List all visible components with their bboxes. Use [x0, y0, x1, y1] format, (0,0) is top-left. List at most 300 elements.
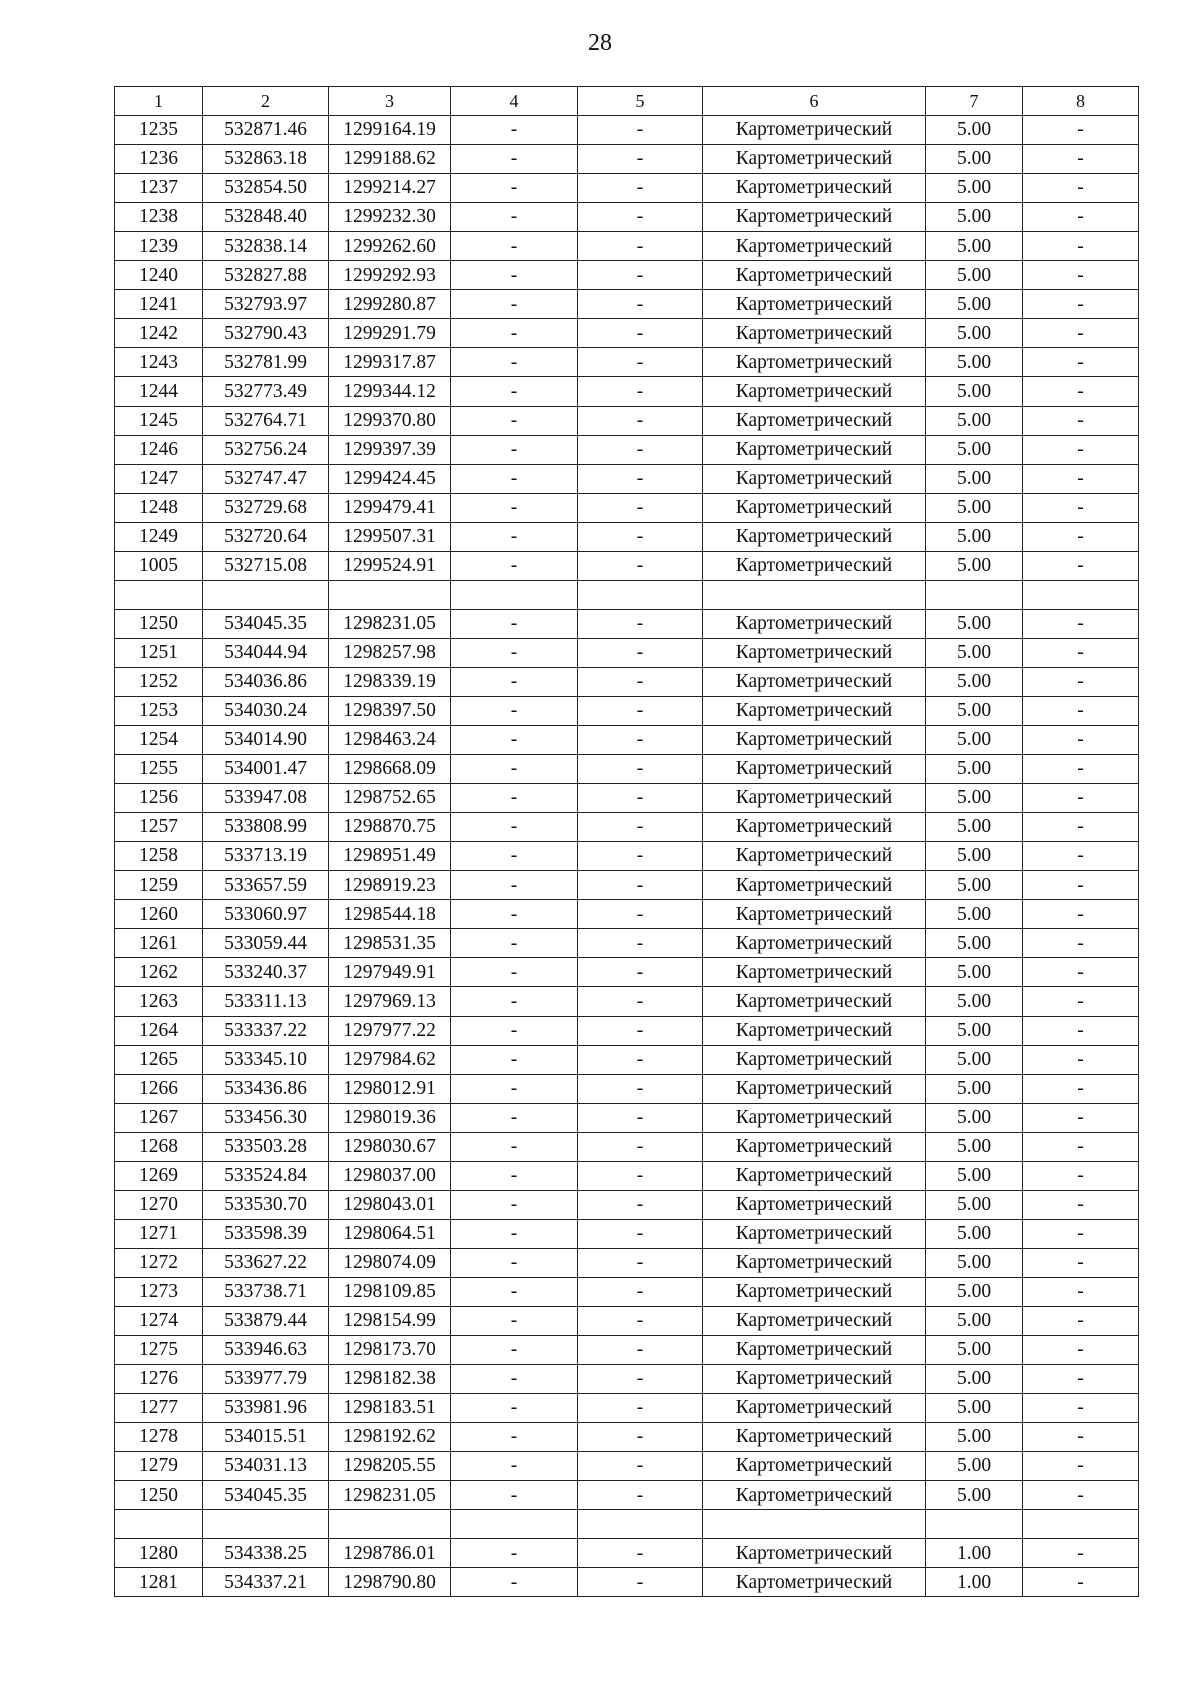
method-cell: Картометрический: [703, 813, 926, 842]
x-coordinate-cell: 534031.13: [203, 1452, 329, 1481]
method-cell: Картометрический: [703, 348, 926, 377]
col4-cell: -: [451, 1365, 578, 1394]
x-coordinate-cell: 534030.24: [203, 696, 329, 725]
method-cell: Картометрический: [703, 784, 926, 813]
y-coordinate-cell: 1298064.51: [329, 1219, 451, 1248]
point-number-cell: 1256: [115, 784, 203, 813]
method-cell: Картометрический: [703, 1277, 926, 1306]
accuracy-cell: 5.00: [926, 551, 1023, 580]
table-row: [115, 1394, 1139, 1423]
point-number-cell: 1243: [115, 348, 203, 377]
y-coordinate-cell: 1298182.38: [329, 1365, 451, 1394]
col5-cell: -: [578, 1161, 703, 1190]
col5-cell: -: [578, 958, 703, 987]
column-header: 2: [203, 87, 329, 116]
col5-cell: [578, 1510, 703, 1539]
col5-cell: -: [578, 1423, 703, 1452]
method-cell: Картометрический: [703, 406, 926, 435]
col5-cell: -: [578, 435, 703, 464]
col5-cell: -: [578, 464, 703, 493]
point-number-cell: 1239: [115, 232, 203, 261]
accuracy-cell: 5.00: [926, 116, 1023, 145]
column-header: 6: [703, 87, 926, 116]
y-coordinate-cell: 1297949.91: [329, 958, 451, 987]
x-coordinate-cell: 532793.97: [203, 290, 329, 319]
table-row: [115, 319, 1139, 348]
y-coordinate-cell: 1299344.12: [329, 377, 451, 406]
col4-cell: -: [451, 377, 578, 406]
x-coordinate-cell: 534044.94: [203, 638, 329, 667]
x-coordinate-cell: 533524.84: [203, 1161, 329, 1190]
accuracy-cell: 5.00: [926, 1336, 1023, 1365]
x-coordinate-cell: 532827.88: [203, 261, 329, 290]
col4-cell: -: [451, 464, 578, 493]
col5-cell: -: [578, 319, 703, 348]
table-row: [115, 784, 1139, 813]
col4-cell: -: [451, 1277, 578, 1306]
col8-cell: -: [1023, 145, 1139, 174]
y-coordinate-cell: 1298043.01: [329, 1190, 451, 1219]
col5-cell: -: [578, 493, 703, 522]
table-row: [115, 1074, 1139, 1103]
point-number-cell: 1264: [115, 1016, 203, 1045]
col5-cell: -: [578, 987, 703, 1016]
table-row: [115, 493, 1139, 522]
col4-cell: -: [451, 348, 578, 377]
col4-cell: -: [451, 1568, 578, 1597]
point-number-cell: 1258: [115, 842, 203, 871]
col8-cell: [1023, 580, 1139, 609]
column-header: 1: [115, 87, 203, 116]
method-cell: Картометрический: [703, 667, 926, 696]
table-row: [115, 464, 1139, 493]
y-coordinate-cell: 1297969.13: [329, 987, 451, 1016]
point-number-cell: 1248: [115, 493, 203, 522]
x-coordinate-cell: 532715.08: [203, 551, 329, 580]
method-cell: Картометрический: [703, 174, 926, 203]
y-coordinate-cell: 1298109.85: [329, 1277, 451, 1306]
y-coordinate-cell: 1299291.79: [329, 319, 451, 348]
point-number-cell: 1250: [115, 1481, 203, 1510]
col4-cell: -: [451, 203, 578, 232]
x-coordinate-cell: 532720.64: [203, 522, 329, 551]
accuracy-cell: 5.00: [926, 871, 1023, 900]
col8-cell: -: [1023, 987, 1139, 1016]
col8-cell: -: [1023, 958, 1139, 987]
col8-cell: -: [1023, 261, 1139, 290]
col5-cell: -: [578, 638, 703, 667]
table-row: [115, 261, 1139, 290]
x-coordinate-cell: 534014.90: [203, 726, 329, 755]
x-coordinate-cell: 534015.51: [203, 1423, 329, 1452]
table-row: [115, 726, 1139, 755]
x-coordinate-cell: 533946.63: [203, 1336, 329, 1365]
table-row: [115, 551, 1139, 580]
y-coordinate-cell: 1299524.91: [329, 551, 451, 580]
point-number-cell: 1271: [115, 1219, 203, 1248]
y-coordinate-cell: 1299317.87: [329, 348, 451, 377]
table-row: [115, 1365, 1139, 1394]
x-coordinate-cell: 532773.49: [203, 377, 329, 406]
col8-cell: -: [1023, 1423, 1139, 1452]
y-coordinate-cell: 1298339.19: [329, 667, 451, 696]
method-cell: Картометрический: [703, 1481, 926, 1510]
table-row: [115, 1045, 1139, 1074]
table-row: [115, 1277, 1139, 1306]
col4-cell: -: [451, 1045, 578, 1074]
y-coordinate-cell: 1298154.99: [329, 1306, 451, 1335]
point-number-cell: 1242: [115, 319, 203, 348]
point-number-cell: 1262: [115, 958, 203, 987]
col4-cell: [451, 1510, 578, 1539]
table-row: [115, 958, 1139, 987]
point-number-cell: 1277: [115, 1394, 203, 1423]
point-number-cell: 1246: [115, 435, 203, 464]
col8-cell: -: [1023, 1306, 1139, 1335]
col4-cell: -: [451, 1016, 578, 1045]
method-cell: Картометрический: [703, 1452, 926, 1481]
method-cell: Картометрический: [703, 1568, 926, 1597]
col8-cell: -: [1023, 667, 1139, 696]
col4-cell: -: [451, 1132, 578, 1161]
point-number-cell: 1261: [115, 929, 203, 958]
table-separator-row: [115, 580, 1139, 609]
method-cell: Картометрический: [703, 203, 926, 232]
accuracy-cell: 5.00: [926, 203, 1023, 232]
accuracy-cell: 5.00: [926, 929, 1023, 958]
col4-cell: -: [451, 174, 578, 203]
col5-cell: -: [578, 1045, 703, 1074]
col4-cell: -: [451, 726, 578, 755]
col4-cell: -: [451, 406, 578, 435]
table-row: [115, 203, 1139, 232]
col8-cell: -: [1023, 1045, 1139, 1074]
col8-cell: -: [1023, 232, 1139, 261]
col4-cell: -: [451, 696, 578, 725]
accuracy-cell: 5.00: [926, 696, 1023, 725]
col8-cell: -: [1023, 1539, 1139, 1568]
col8-cell: -: [1023, 871, 1139, 900]
x-coordinate-cell: 533598.39: [203, 1219, 329, 1248]
col4-cell: -: [451, 1074, 578, 1103]
method-cell: Картометрический: [703, 232, 926, 261]
col5-cell: -: [578, 232, 703, 261]
col4-cell: -: [451, 290, 578, 319]
accuracy-cell: 5.00: [926, 638, 1023, 667]
col8-cell: -: [1023, 1132, 1139, 1161]
point-number-cell: 1268: [115, 1132, 203, 1161]
table-row: [115, 1452, 1139, 1481]
col5-cell: -: [578, 145, 703, 174]
x-coordinate-cell: 532764.71: [203, 406, 329, 435]
y-coordinate-cell: 1299507.31: [329, 522, 451, 551]
accuracy-cell: 5.00: [926, 1074, 1023, 1103]
method-cell: Картометрический: [703, 290, 926, 319]
col4-cell: -: [451, 1219, 578, 1248]
y-coordinate-cell: [329, 580, 451, 609]
col5-cell: -: [578, 1336, 703, 1365]
y-coordinate-cell: 1298257.98: [329, 638, 451, 667]
table-row: [115, 755, 1139, 784]
x-coordinate-cell: 533713.19: [203, 842, 329, 871]
col8-cell: -: [1023, 1365, 1139, 1394]
col4-cell: -: [451, 522, 578, 551]
x-coordinate-cell: 533059.44: [203, 929, 329, 958]
y-coordinate-cell: 1298205.55: [329, 1452, 451, 1481]
accuracy-cell: 5.00: [926, 987, 1023, 1016]
col8-cell: -: [1023, 435, 1139, 464]
col5-cell: -: [578, 261, 703, 290]
col5-cell: -: [578, 696, 703, 725]
col5-cell: -: [578, 784, 703, 813]
table-row: [115, 174, 1139, 203]
point-number-cell: 1257: [115, 813, 203, 842]
table-row: [115, 929, 1139, 958]
col8-cell: -: [1023, 522, 1139, 551]
col4-cell: -: [451, 1423, 578, 1452]
col4-cell: -: [451, 1190, 578, 1219]
table-row: [115, 232, 1139, 261]
col8-cell: -: [1023, 464, 1139, 493]
col5-cell: -: [578, 1539, 703, 1568]
x-coordinate-cell: 534045.35: [203, 1481, 329, 1510]
accuracy-cell: 5.00: [926, 145, 1023, 174]
col5-cell: -: [578, 174, 703, 203]
table-row: [115, 1336, 1139, 1365]
col4-cell: -: [451, 842, 578, 871]
col5-cell: -: [578, 1306, 703, 1335]
x-coordinate-cell: 533947.08: [203, 784, 329, 813]
point-number-cell: 1254: [115, 726, 203, 755]
col8-cell: -: [1023, 1336, 1139, 1365]
col5-cell: -: [578, 929, 703, 958]
col5-cell: -: [578, 842, 703, 871]
point-number-cell: 1272: [115, 1248, 203, 1277]
col5-cell: -: [578, 290, 703, 319]
table-row: [115, 609, 1139, 638]
table-row: [115, 1539, 1139, 1568]
accuracy-cell: 5.00: [926, 1045, 1023, 1074]
table-row: [115, 348, 1139, 377]
point-number-cell: 1260: [115, 900, 203, 929]
y-coordinate-cell: 1298786.01: [329, 1539, 451, 1568]
col4-cell: -: [451, 1161, 578, 1190]
accuracy-cell: 5.00: [926, 755, 1023, 784]
col4-cell: -: [451, 638, 578, 667]
method-cell: Картометрический: [703, 871, 926, 900]
col8-cell: -: [1023, 755, 1139, 784]
accuracy-cell: 5.00: [926, 667, 1023, 696]
accuracy-cell: 1.00: [926, 1568, 1023, 1597]
x-coordinate-cell: [203, 580, 329, 609]
method-cell: Картометрический: [703, 435, 926, 464]
y-coordinate-cell: 1298951.49: [329, 842, 451, 871]
table-row: [115, 1423, 1139, 1452]
col5-cell: -: [578, 871, 703, 900]
table-row: [115, 1219, 1139, 1248]
x-coordinate-cell: 532756.24: [203, 435, 329, 464]
point-number-cell: 1236: [115, 145, 203, 174]
table-row: [115, 871, 1139, 900]
method-cell: Картометрический: [703, 116, 926, 145]
accuracy-cell: 5.00: [926, 609, 1023, 638]
col8-cell: -: [1023, 1568, 1139, 1597]
x-coordinate-cell: 532871.46: [203, 116, 329, 145]
y-coordinate-cell: 1298173.70: [329, 1336, 451, 1365]
point-number-cell: 1267: [115, 1103, 203, 1132]
accuracy-cell: 5.00: [926, 726, 1023, 755]
y-coordinate-cell: [329, 1510, 451, 1539]
table-row: [115, 145, 1139, 174]
accuracy-cell: 5.00: [926, 522, 1023, 551]
y-coordinate-cell: 1299292.93: [329, 261, 451, 290]
table-row: [115, 1306, 1139, 1335]
table-row: [115, 522, 1139, 551]
col5-cell: -: [578, 1074, 703, 1103]
y-coordinate-cell: 1298919.23: [329, 871, 451, 900]
point-number-cell: 1278: [115, 1423, 203, 1452]
accuracy-cell: 5.00: [926, 813, 1023, 842]
x-coordinate-cell: 533337.22: [203, 1016, 329, 1045]
accuracy-cell: 5.00: [926, 1016, 1023, 1045]
col4-cell: -: [451, 755, 578, 784]
x-coordinate-cell: 533060.97: [203, 900, 329, 929]
point-number-cell: 1263: [115, 987, 203, 1016]
table-row: [115, 1016, 1139, 1045]
method-cell: Картометрический: [703, 929, 926, 958]
col8-cell: -: [1023, 1161, 1139, 1190]
accuracy-cell: [926, 580, 1023, 609]
y-coordinate-cell: 1299214.27: [329, 174, 451, 203]
accuracy-cell: 5.00: [926, 1394, 1023, 1423]
col5-cell: -: [578, 116, 703, 145]
col4-cell: -: [451, 1306, 578, 1335]
column-header: 5: [578, 87, 703, 116]
point-number-cell: 1244: [115, 377, 203, 406]
col5-cell: -: [578, 203, 703, 232]
col8-cell: -: [1023, 1074, 1139, 1103]
table-row: [115, 290, 1139, 319]
method-cell: Картометрический: [703, 377, 926, 406]
accuracy-cell: 5.00: [926, 958, 1023, 987]
col8-cell: [1023, 1510, 1139, 1539]
accuracy-cell: 5.00: [926, 1132, 1023, 1161]
point-number-cell: 1235: [115, 116, 203, 145]
y-coordinate-cell: 1298544.18: [329, 900, 451, 929]
method-cell: Картометрический: [703, 1190, 926, 1219]
accuracy-cell: 5.00: [926, 348, 1023, 377]
table-row: [115, 667, 1139, 696]
col4-cell: -: [451, 145, 578, 174]
accuracy-cell: 5.00: [926, 377, 1023, 406]
col8-cell: -: [1023, 1190, 1139, 1219]
col5-cell: -: [578, 609, 703, 638]
point-number-cell: 1245: [115, 406, 203, 435]
x-coordinate-cell: 534036.86: [203, 667, 329, 696]
column-header: 3: [329, 87, 451, 116]
column-header: 4: [451, 87, 578, 116]
col4-cell: -: [451, 667, 578, 696]
point-number-cell: 1249: [115, 522, 203, 551]
y-coordinate-cell: 1298030.67: [329, 1132, 451, 1161]
col8-cell: -: [1023, 696, 1139, 725]
col8-cell: -: [1023, 1452, 1139, 1481]
y-coordinate-cell: 1298074.09: [329, 1248, 451, 1277]
x-coordinate-cell: 533977.79: [203, 1365, 329, 1394]
point-number-cell: 1281: [115, 1568, 203, 1597]
method-cell: Картометрический: [703, 1336, 926, 1365]
point-number-cell: [115, 580, 203, 609]
point-number-cell: 1247: [115, 464, 203, 493]
method-cell: Картометрический: [703, 638, 926, 667]
point-number-cell: 1253: [115, 696, 203, 725]
x-coordinate-cell: 532781.99: [203, 348, 329, 377]
y-coordinate-cell: 1298463.24: [329, 726, 451, 755]
col5-cell: -: [578, 755, 703, 784]
col8-cell: -: [1023, 290, 1139, 319]
table-row: [115, 1103, 1139, 1132]
method-cell: Картометрический: [703, 464, 926, 493]
y-coordinate-cell: 1299370.80: [329, 406, 451, 435]
point-number-cell: 1275: [115, 1336, 203, 1365]
y-coordinate-cell: 1298531.35: [329, 929, 451, 958]
col4-cell: -: [451, 987, 578, 1016]
point-number-cell: 1266: [115, 1074, 203, 1103]
column-header: 8: [1023, 87, 1139, 116]
accuracy-cell: 5.00: [926, 784, 1023, 813]
method-cell: Картометрический: [703, 493, 926, 522]
accuracy-cell: 5.00: [926, 1423, 1023, 1452]
y-coordinate-cell: 1298870.75: [329, 813, 451, 842]
method-cell: Картометрический: [703, 958, 926, 987]
col5-cell: -: [578, 1277, 703, 1306]
method-cell: Картометрический: [703, 1074, 926, 1103]
table-row: [115, 696, 1139, 725]
col5-cell: -: [578, 551, 703, 580]
x-coordinate-cell: 532729.68: [203, 493, 329, 522]
accuracy-cell: 5.00: [926, 435, 1023, 464]
point-number-cell: 1274: [115, 1306, 203, 1335]
x-coordinate-cell: 534001.47: [203, 755, 329, 784]
method-cell: Картометрический: [703, 1394, 926, 1423]
x-coordinate-cell: 533530.70: [203, 1190, 329, 1219]
method-cell: Картометрический: [703, 726, 926, 755]
col4-cell: -: [451, 958, 578, 987]
table-row: [115, 638, 1139, 667]
col5-cell: -: [578, 900, 703, 929]
col8-cell: -: [1023, 1016, 1139, 1045]
x-coordinate-cell: [203, 1510, 329, 1539]
col4-cell: -: [451, 929, 578, 958]
method-cell: Картометрический: [703, 696, 926, 725]
col5-cell: -: [578, 1219, 703, 1248]
method-cell: Картометрический: [703, 551, 926, 580]
col5-cell: -: [578, 1568, 703, 1597]
table-row: [115, 435, 1139, 464]
col4-cell: -: [451, 1481, 578, 1510]
col5-cell: -: [578, 667, 703, 696]
y-coordinate-cell: 1298397.50: [329, 696, 451, 725]
col8-cell: -: [1023, 842, 1139, 871]
y-coordinate-cell: 1299397.39: [329, 435, 451, 464]
table-row: [115, 1132, 1139, 1161]
col8-cell: -: [1023, 929, 1139, 958]
point-number-cell: 1241: [115, 290, 203, 319]
accuracy-cell: 5.00: [926, 1161, 1023, 1190]
col8-cell: -: [1023, 813, 1139, 842]
table-body: [115, 116, 1139, 1597]
y-coordinate-cell: 1299280.87: [329, 290, 451, 319]
